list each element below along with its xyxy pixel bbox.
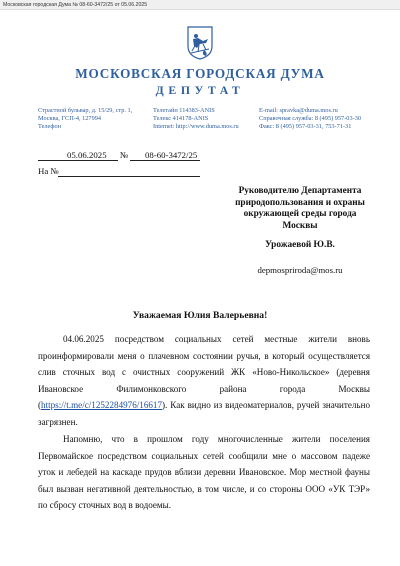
ref-date-underline (38, 160, 118, 161)
ref-date: 05.06.2025 (67, 150, 107, 160)
ref-on-underline (58, 176, 200, 177)
ref-number-underline (130, 160, 200, 161)
contact-line: Факс: 8 (495) 957-03-31, 753-71-31 (259, 123, 352, 131)
addressee-line: природопользования и охраны (235, 197, 365, 208)
addressee-line: окружающей среды города (243, 209, 357, 220)
contact-line: E-mail: spravka@duma.mos.ru (259, 107, 338, 114)
contacts-address (38, 107, 132, 132)
contact-line: Internet: http://www.duma.mos.ru (153, 123, 239, 131)
org-title: МОСКОВСКАЯ ГОРОДСКАЯ ДУМА (75, 66, 325, 81)
paragraph-text: ). Как видно из видеоматериалов, ручей значительно загрязнен. (38, 400, 370, 427)
contact-line: Телетайп 114383-ANIS (153, 107, 215, 114)
addressee-line: Руководителю Департамента (238, 186, 362, 196)
org-subtitle: ДЕПУТАТ (155, 83, 245, 97)
salutation: Уважаемая Юлия Валерьевна! (132, 310, 268, 321)
body-paragraph-1 (38, 331, 370, 431)
contact-line: Телефон (38, 123, 62, 131)
contacts-telex (153, 107, 239, 132)
body-paragraph-2 (38, 431, 370, 514)
telegram-link[interactable]: https://t.me/c/1252284976/16617 (41, 400, 163, 411)
contact-line: Справочная служба: 8 (495) 957-03-30 (259, 115, 361, 123)
contact-line: Страстной бульвар, д. 15/29, стр. 1, (38, 107, 133, 114)
contacts-email (259, 107, 361, 132)
paragraph-text: 04.06.2025 посредством социальных сетей местные жители вновь проинформировали меня о плачевном состоянии ручья, в который осуществляется слив сточных вод с очистных сооружений ЖК «Ново-Никольское» (деревня Ивановское Филимонковского района города Москвы ( (38, 334, 370, 411)
paragraph-text: Напомню, что в прошлом году многочисленные жители поселения Первомайское посредством социальных сетей сообщили мне о массовом падеже уток и лебедей на каскаде прудов вблизи деревни Ивановское. Мор местной фауны был вызван негативной деятельностью, в том числе, и со стороны ООО «УК ТЭР» по сбросу сточных вод в водоемы. (38, 434, 370, 511)
ref-number-sign: № (120, 150, 129, 160)
addressee-email: depmospriroda@mos.ru (257, 265, 343, 275)
addressee-block (222, 186, 378, 232)
ref-on-label: На № (38, 166, 59, 176)
contact-line: Телекс 414178-ANIS (153, 115, 209, 123)
addressee-line: Москвы (282, 220, 318, 231)
moscow-coat-of-arms-icon (187, 26, 213, 60)
document-header-strip: Московская городская Дума № 08-60-3472/25 от 05.06.2025 (0, 0, 400, 10)
addressee-name: Урожаевой Ю.В. (265, 240, 335, 250)
contact-line: Москва, ГСП-4, 127994 (38, 115, 102, 123)
ref-number: 08-60-3472/25 (145, 150, 198, 160)
